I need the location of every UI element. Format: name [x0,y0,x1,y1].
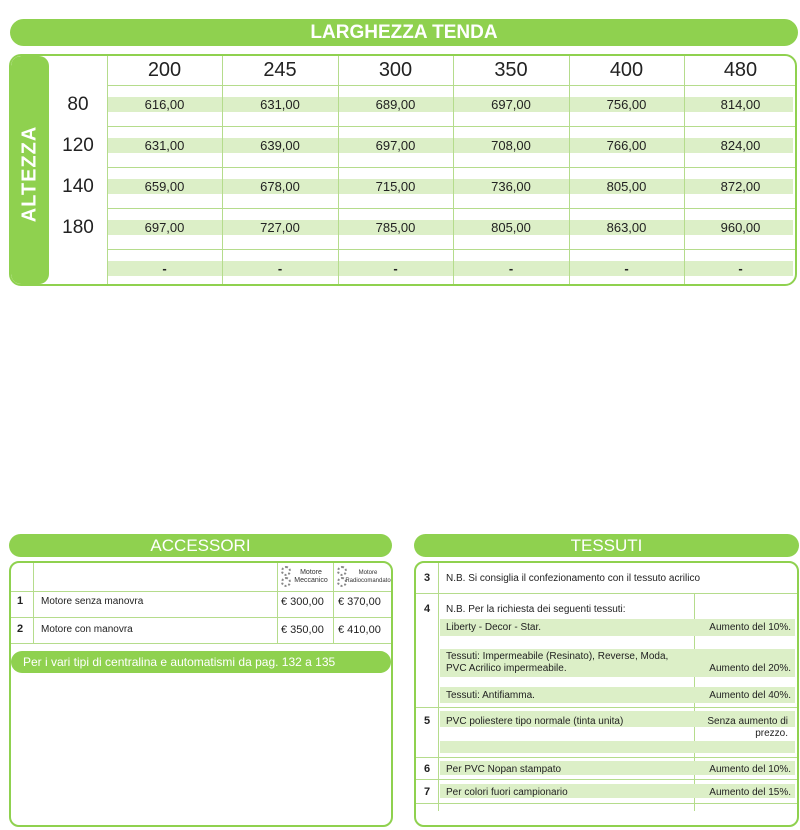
grid-line [416,779,797,780]
price-table [9,54,797,286]
grid-line [453,56,454,284]
price-cell: 766,00 [606,138,647,153]
price-cell: 631,00 [144,138,185,153]
price-cell: 824,00 [720,138,761,153]
grid-line [438,563,439,811]
item-number: 1 [17,595,24,607]
price-meccanico: € 300,00 [281,596,324,608]
price-grid [49,56,795,284]
grid-line [416,803,797,804]
width-header: 350 [494,59,528,81]
row-value: Aumento del 20%. [709,663,791,674]
row-value: Aumento del 10%. [709,764,791,775]
automation-note: Per i vari tipi di centralina e automatismi da pag. 132 a 135 [11,651,391,673]
height-header: 80 [67,94,89,115]
price-cell: 639,00 [260,138,300,153]
grid-line [11,591,391,592]
tessuti-panel [414,561,799,827]
price-radio: € 370,00 [338,596,381,608]
height-axis-bar [11,56,49,284]
accessori-panel [9,561,393,827]
width-header: 480 [723,59,758,81]
grid-line [107,56,108,284]
grid-line [107,126,795,127]
row-text: Tessuti: Antifiamma. [446,690,535,701]
width-header: 200 [147,59,182,81]
price-cell: 708,00 [491,138,531,153]
price-cell: 689,00 [375,97,416,112]
row-number: 4 [424,603,431,615]
motore-radiocomandato-header: Motore Radiocomandato [345,570,391,584]
row-number: 3 [424,572,431,584]
price-cell: 863,00 [606,220,647,235]
height-axis-label: ALTEZZA [18,125,41,223]
row-number: 6 [424,763,431,775]
price-cell: 715,00 [375,179,416,194]
price-cell: 785,00 [375,220,416,235]
price-cell: - [277,261,283,276]
price-cell: - [738,261,743,276]
grid-line [11,617,391,618]
height-header: 140 [62,176,94,197]
price-cell: - [162,261,167,276]
grid-line [107,85,795,86]
row-number: 5 [424,715,431,727]
gear-icon [281,577,291,587]
grid-line [33,563,34,643]
gear-icon [281,566,291,576]
row-band [440,741,795,753]
price-cell: 814,00 [720,97,761,112]
grid-line [277,563,278,643]
price-cell: 727,00 [260,220,300,235]
price-cell: 805,00 [606,179,647,194]
row-text: N.B. Si consiglia il confezionamento con il tessuto acrilico [446,573,701,584]
price-cell: 736,00 [491,179,531,194]
grid-line [416,593,797,594]
item-number: 2 [17,623,24,635]
row-text: Per colori fuori campionario [446,787,568,798]
grid-line [338,56,339,284]
price-cell: 756,00 [606,97,647,112]
price-meccanico: € 350,00 [281,624,324,636]
grid-line [416,757,797,758]
motore-meccanico-header: Motore Meccanico [294,569,328,584]
price-cell: 805,00 [491,220,531,235]
price-radio: € 410,00 [338,624,381,636]
width-header: 245 [263,59,297,81]
price-cell: 616,00 [144,97,185,112]
row-value: Senza aumento di prezzo. [707,716,788,739]
price-cell: 697,00 [375,138,416,153]
grid-line [416,707,797,708]
price-cell: 659,00 [144,179,185,194]
price-cell: 960,00 [720,220,761,235]
price-table-title: LARGHEZZA TENDA [10,19,798,46]
row-text: Liberty - Decor - Star. [446,622,542,633]
price-cell: 697,00 [144,220,185,235]
row-value: Aumento del 15%. [709,787,791,798]
price-cell: 872,00 [720,179,761,194]
item-label: Motore senza manovra [41,596,144,607]
grid-line [684,56,685,284]
price-cell: 678,00 [260,179,300,194]
grid-line [107,208,795,209]
height-header: 180 [62,217,94,238]
price-cell: - [393,261,398,276]
grid-line [333,563,334,643]
row-number: 7 [424,786,431,798]
price-cell: 697,00 [491,97,531,112]
height-header: 120 [62,135,94,156]
grid-line [569,56,570,284]
item-label: Motore con manovra [41,624,133,635]
row-value: Aumento del 10%. [709,622,791,633]
row-text: N.B. Per la richiesta dei seguenti tessuti: [446,604,626,615]
row-text: Per PVC Nopan stampato [446,764,562,775]
accessori-title: ACCESSORI [9,534,392,557]
row-text: Tessuti: Impermeabile (Resinato), Reverse, Moda, PVC Acrilico impermeabile. [446,651,669,674]
grid-line [107,167,795,168]
row-text: PVC poliestere tipo normale (tinta unita) [446,716,624,727]
price-cell: - [508,261,514,276]
width-header: 400 [609,59,644,81]
price-cell: - [624,261,629,276]
width-header: 300 [378,59,413,81]
row-value: Aumento del 40%. [709,690,791,701]
grid-line [11,643,391,644]
price-cell: 631,00 [260,97,300,112]
grid-line [107,249,795,250]
grid-line [222,56,223,284]
tessuti-title: TESSUTI [414,534,799,557]
